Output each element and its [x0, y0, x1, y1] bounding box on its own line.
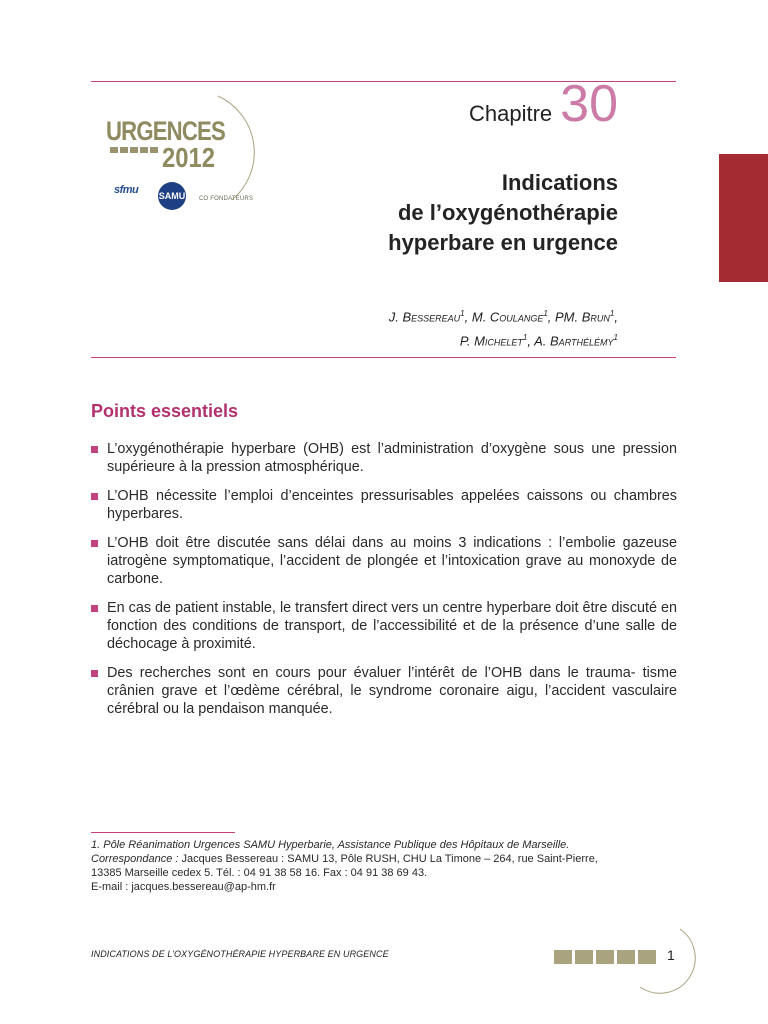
author-name: Brun: [581, 309, 610, 325]
title-line: Indications: [501, 170, 618, 195]
list-item: En cas de patient instable, le transfert direct vers un centre hyperbare doit être discuté en fonction des conditions de transport, de l’accessibilité et de la présence d’une salle de déchocage à proximité.: [91, 599, 677, 653]
samu-logo: SAMU: [158, 182, 186, 210]
square-bullet-icon: [91, 493, 98, 500]
footnote-affiliation: 1. Pôle Réanimation Urgences SAMU Hyperbarie, Assistance Publique des Hôpitaux de Marseille.: [91, 839, 570, 851]
page-number: 1: [667, 947, 675, 963]
authors-line-1: J. Bessereau$^1$, M. Coulange$^1$, PM. Brun$^1$,: [388, 309, 618, 325]
square-bullet-icon: [91, 670, 98, 677]
running-title: INDICATIONS DE L’OXYGÉNOTHÉRAPIE HYPERBARE EN URGENCE: [91, 949, 389, 959]
footnote-correspondence: Correspondance : Jacques Bessereau : SAMU 13, Pôle RUSH, CHU La Timone – 264, rue Saint-Pierre,: [91, 853, 598, 865]
author-name: Barthélémy: [550, 333, 614, 349]
authors-line-2: P. Michelet$^1$, A. Barthélémy$^1$: [459, 333, 618, 349]
title-rule: [91, 357, 676, 358]
chapter-heading: [469, 75, 618, 133]
footnote-rule: [91, 832, 235, 833]
title-line: hyperbare en urgence: [388, 230, 618, 255]
key-points-list: [91, 440, 677, 729]
author-name: Coulange: [489, 309, 544, 325]
author-name: Bessereau: [402, 309, 461, 325]
title-line: de l’oxygénothérapie: [397, 200, 618, 225]
footnote: [91, 838, 691, 894]
list-item: L’oxygénothérapie hyperbare (OHB) est l’administration d’oxygène sous une pression supérieure à la pression atmosphérique.: [91, 440, 677, 476]
logo-word: URGENCES: [106, 116, 225, 146]
logo-year: 2012: [162, 142, 215, 173]
chapter-label: Chapitre: [469, 101, 553, 126]
chapter-number: 30: [560, 75, 618, 133]
logo-cofounders: CO FONDATEURS: [199, 196, 254, 202]
logo-dots: [110, 147, 158, 153]
square-bullet-icon: [91, 540, 98, 547]
authors: [389, 303, 618, 352]
page-arc-icon: [600, 925, 710, 995]
footnote-email: E-mail : jacques.bessereau@ap-hm.fr: [91, 881, 276, 893]
chapter-tab: [719, 154, 768, 282]
list-item: L’OHB doit être discutée sans délai dans au moins 3 indications : l’embolie gazeuse iatrogène symptomatique, l’accident de plongée et l’intoxication grave au monoxyde de carbone.: [91, 534, 677, 588]
list-item: Des recherches sont en cours pour évaluer l’intérêt de l’OHB dans le trauma- tisme crânien grave et l’œdème cérébral, le syndrome coronaire aigu, l’accident vasculaire cérébral ou la pendaison manquée.: [91, 664, 677, 718]
sfmu-logo: sfmu: [114, 184, 139, 196]
section-title: Points essentiels: [91, 401, 239, 421]
chapter-title: [388, 168, 618, 258]
author-name: Michelet: [474, 333, 523, 349]
square-bullet-icon: [91, 446, 98, 453]
urgences-logo: [100, 92, 260, 222]
footnote-address: 13385 Marseille cedex 5. Tél. : 04 91 38 58 16. Fax : 04 91 38 69 43.: [91, 867, 428, 879]
square-bullet-icon: [91, 605, 98, 612]
list-item: L’OHB nécessite l’emploi d’enceintes pressurisables appelées caissons ou chambres hyperbares.: [91, 487, 677, 523]
